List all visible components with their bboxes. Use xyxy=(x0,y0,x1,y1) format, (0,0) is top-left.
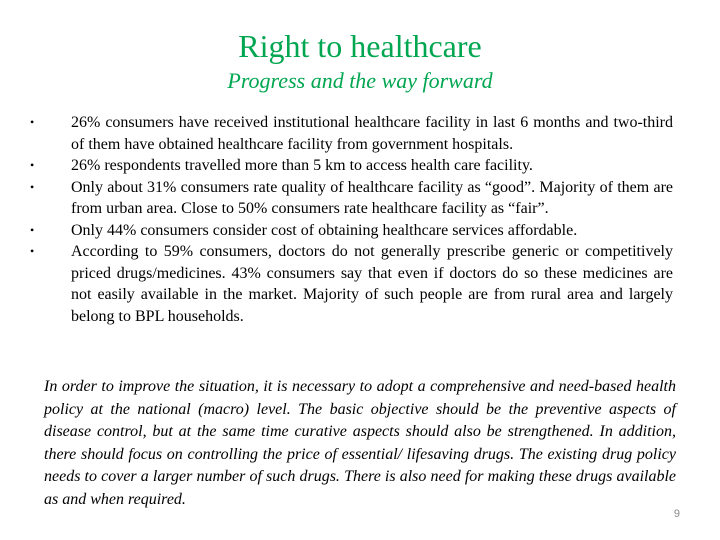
bullet-text: Only about 31% consumers rate quality of healthcare facility as “good”. Majority of them are from urban area. Close to 50% consumers rate healthcare facility as “fair”. xyxy=(71,178,673,217)
bullet-text: Only 44% consumers consider cost of obtaining healthcare services affordable. xyxy=(71,221,578,239)
bullet-marker-icon: • xyxy=(30,244,35,258)
bullet-text: According to 59% consumers, doctors do not generally prescribe generic or competitively priced drugs/medicines. 43% consumers say that even if doctors do so these medicines are not easily available in the market. Majority of such people are from rural area and largely belong to BPL households. xyxy=(71,243,673,325)
bullet-text: 26% consumers have received institutional healthcare facility in last 6 months and two-third of them have obtained healthcare facility from government hospitals. xyxy=(71,114,673,153)
bullet-item xyxy=(0,241,673,327)
bullet-item xyxy=(0,112,673,155)
bullet-item xyxy=(0,155,673,177)
bullet-marker-icon: • xyxy=(30,115,35,129)
slide-subtitle: Progress and the way forward xyxy=(227,68,493,93)
slide-title: Right to healthcare xyxy=(238,28,482,64)
bullet-list xyxy=(0,112,720,327)
bullet-item xyxy=(0,177,673,220)
bullet-marker-icon: • xyxy=(30,179,35,194)
bullet-marker-icon: • xyxy=(30,158,35,172)
page-number: 9 xyxy=(673,508,680,520)
bullet-item xyxy=(0,220,673,242)
bullet-text: 26% respondents travelled more than 5 km to access health care facility. xyxy=(71,157,533,174)
bullet-marker-icon: • xyxy=(30,222,35,237)
closing-paragraph: In order to improve the situation, it is necessary to adopt a comprehensive and need-based health policy at the national (macro) level. The basic objective should be the preventive aspects of disease control, but at the same time curative aspects should also be strengthened. In addition, there should focus on controlling the price of essential/ lifesaving drugs. The existing drug policy needs to cover a larger number of such drugs. There is also need for making these drugs available as and when required. xyxy=(44,378,676,508)
